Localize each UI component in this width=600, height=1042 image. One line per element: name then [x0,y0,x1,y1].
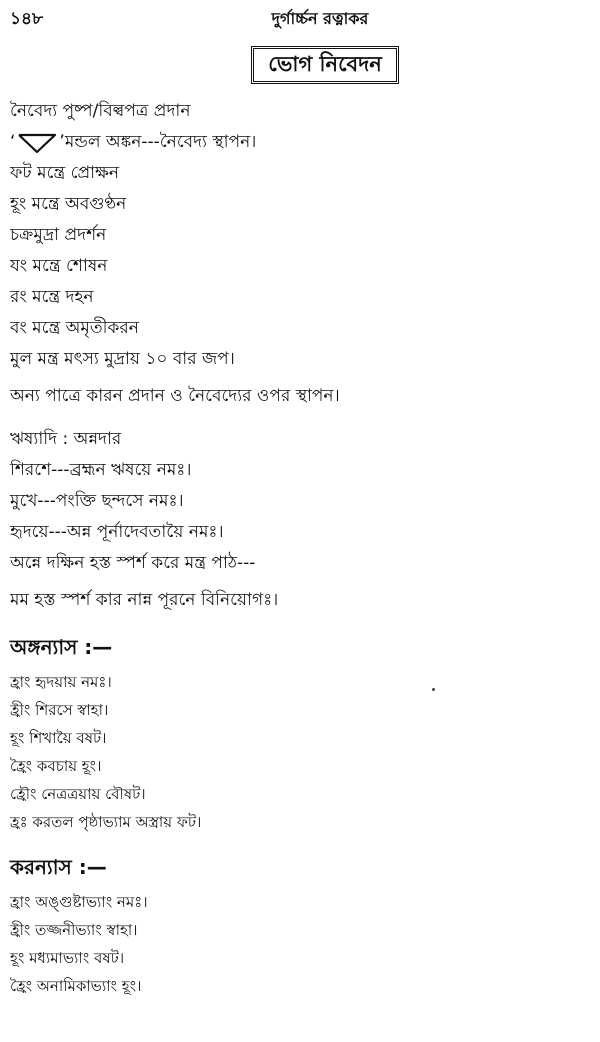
text-line: হূং মন্ত্রে অবগুণ্ঠন [10,194,127,214]
text-line: মুখে---পংক্তি ছন্দসে নমঃ। [10,491,184,511]
text-line: অন্য পাত্রে কারন প্রদান ও নৈবেদ্যের ওপর স্থাপন। [10,386,340,406]
text-line: অন্নে দক্ষিন হস্ত স্পর্শ করে মন্ত্র পাঠ--- [10,553,256,573]
karanyasa-item: হ্রীং তজ্জনীভ্যাং স্বাহা। [10,921,138,939]
anganyasa-item: হ্রৌং নেত্রত্রয়ায় বৌষট। [10,785,146,803]
karanyasa-item: হ্রাং অঙ্গুষ্টাভ্যাং নমঃ। [10,893,148,911]
text-line: ঋষ্যাদি : অন্নদার [10,429,122,449]
text-line: নৈবেদ্য পুষ্প/বিল্বপত্র প্রদান [10,101,191,121]
inverted-triangle-icon [17,132,57,154]
anganyasa-heading: অঙ্গন্যাস :— [10,635,113,659]
text-line: রং মন্ত্রে দহন [10,287,94,307]
text-line: শিরশে---ব্রহ্মন ঋষয়ে নমঃ। [10,460,192,480]
section-title: ভোগ নিবেদন [251,46,399,84]
close-quote: ’ [59,132,65,152]
text-line: বং মন্ত্রে অমৃতীকরন [10,318,139,338]
mandala-text: মন্ডল অঙ্কন---নৈবেদ্য স্থাপন। [64,132,257,152]
text-line: মম হস্ত স্পর্শ কার নান্ন পূরনে বিনিয়োগঃ। [10,590,279,610]
page-number: ১৪৮ [10,9,44,29]
open-quote: ‘ [10,132,16,152]
text-line: ফট মন্ত্রে প্রোক্ষন [10,163,120,183]
karanyasa-heading: করন্যাস :— [10,855,107,879]
anganyasa-item: হ্রৈং কবচায় হূং। [10,757,102,775]
page-header [10,6,590,30]
anganyasa-item: হ্রঃ করতল পৃষ্ঠাভ্যাম অস্ত্রায় ফট। [10,813,202,831]
text-line: হৃদয়ে---অন্ন পূর্নাদেবতায়ৈ নমঃ। [10,522,224,542]
mandala-line [10,127,590,158]
anganyasa-item: হ্রীং শিরসে স্বাহা। [10,701,109,719]
print-speck [432,688,435,691]
text-line: যং মন্ত্রে শোষন [10,256,108,276]
karanyasa-item: হূং মধ্যমাভ্যাং বষট। [10,949,125,967]
anganyasa-item: হূং শিখায়ৈ বষট। [10,729,107,747]
running-title: দুর্গার্চ্চন রত্নাকর [271,9,369,28]
text-line: চক্রমুদ্রা প্রদর্শন [10,225,107,245]
anganyasa-item: হ্রাং হৃদয়ায় নমঃ। [10,673,112,691]
karanyasa-item: হ্রৈং অনামিকাভ্যাং হূং। [10,977,142,995]
content-body [10,96,590,1000]
text-line: মুল মন্ত্র মৎস্য মুদ্রায় ১০ বার জপ। [10,349,235,369]
